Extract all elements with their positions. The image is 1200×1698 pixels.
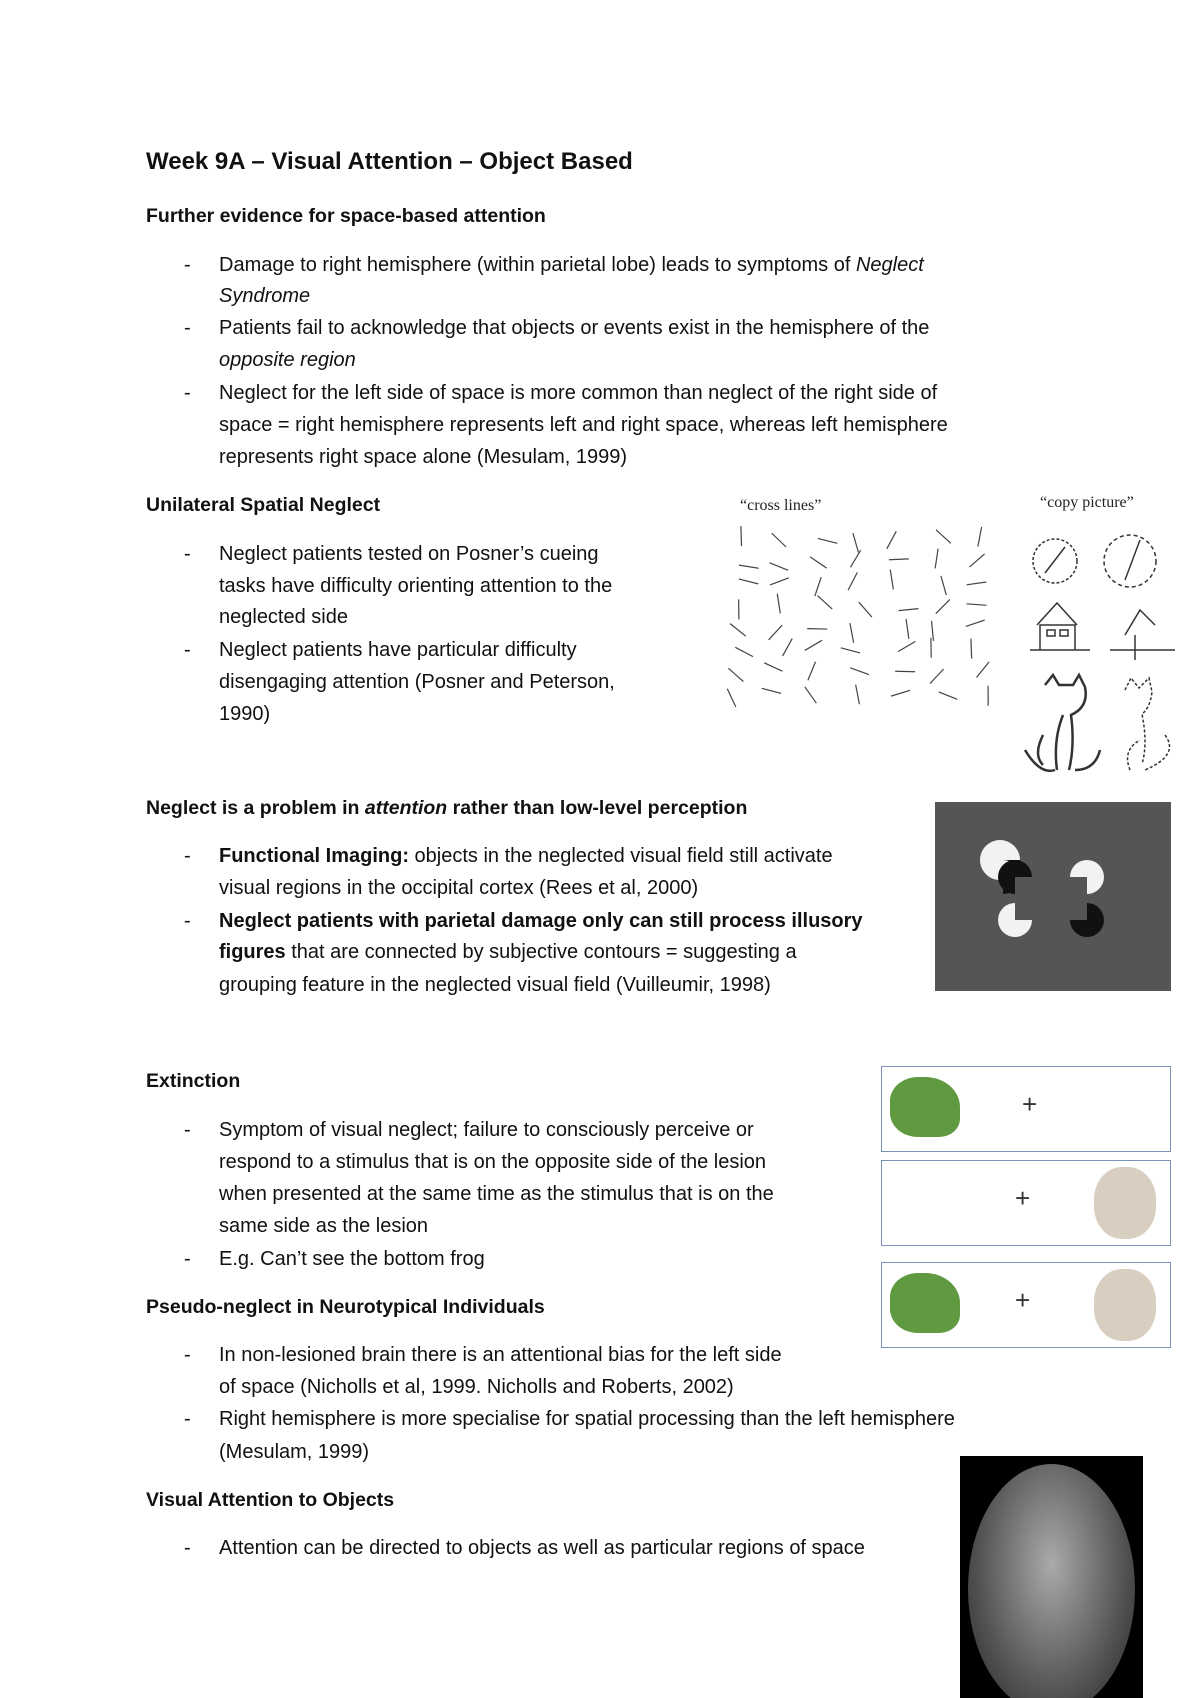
stimulus-line — [935, 549, 938, 569]
bullet-line — [219, 910, 863, 933]
bullet-line — [219, 382, 937, 405]
text-run: E.g. Can’t see the bottom frog — [219, 1248, 485, 1270]
text-run: 1990) — [219, 703, 271, 725]
text-run: Neglect patients have particular difficulty — [219, 639, 577, 661]
stimulus-line — [769, 625, 783, 640]
stimulus-panel-left — [881, 1066, 1171, 1152]
stimulus-line — [967, 582, 987, 585]
text-run: Neglect patients with parietal damage only can still process illusory — [219, 910, 863, 932]
stimulus-line — [762, 688, 781, 693]
stimulus-line — [815, 577, 821, 596]
text-run: of space (Nicholls et al, 1999. Nicholls and Roberts, 2002) — [219, 1376, 734, 1398]
stimulus-line — [967, 604, 987, 606]
stimulus-line — [899, 609, 919, 611]
stimulus-line — [730, 624, 746, 637]
bullet-line — [219, 1248, 485, 1271]
section-heading: Unilateral Spatial Neglect — [146, 494, 381, 516]
bullet-line — [219, 671, 615, 694]
hamster-image — [1094, 1269, 1156, 1341]
stimulus-line — [895, 671, 915, 672]
stimulus-line — [739, 565, 759, 568]
bullet-dash: - — [184, 254, 191, 276]
text-run: that are connected by subjective contours = suggesting a — [285, 941, 797, 963]
bullet-dash: - — [184, 845, 191, 867]
frog-image — [890, 1077, 960, 1137]
bullet-line — [219, 543, 599, 566]
bullet-line — [219, 1183, 774, 1206]
text-run: Right hemisphere is more specialise for spatial processing than the left hemisphere — [219, 1408, 955, 1430]
bullet-line — [219, 285, 310, 308]
stimulus-line — [818, 538, 837, 543]
bullet-line — [219, 446, 627, 469]
stimulus-line — [859, 602, 872, 617]
bullet-line — [219, 317, 929, 340]
stimulus-line — [936, 530, 951, 543]
stimulus-line — [890, 570, 893, 590]
stimulus-line — [936, 599, 950, 613]
fixation-cross: + — [1022, 1089, 1038, 1119]
stimulus-line — [764, 663, 782, 671]
bullet-line — [219, 575, 612, 598]
stimulus-line — [850, 623, 854, 643]
section-heading: Extinction — [146, 1070, 241, 1092]
stimulus-line — [978, 527, 982, 547]
bullet-line — [219, 1537, 865, 1560]
stimulus-line — [906, 619, 909, 639]
stimulus-line — [939, 692, 958, 699]
text-run: when presented at the same time as the stimulus that is on the — [219, 1183, 774, 1205]
bullet-line — [219, 606, 348, 629]
text-run: (Mesulam, 1999) — [219, 1441, 370, 1463]
bullet-line — [219, 1408, 955, 1431]
stimulus-line — [805, 687, 817, 703]
text-run: In non-lesioned brain there is an attentional bias for the left side — [219, 1344, 782, 1366]
stimulus-line — [850, 668, 869, 675]
text-run: Damage to right hemisphere (within parietal lobe) leads to symptoms of — [219, 254, 856, 276]
text-run: Symptom of visual neglect; failure to consciously perceive or — [219, 1119, 754, 1141]
bullet-dash: - — [184, 1408, 191, 1430]
bullet-line — [219, 845, 833, 868]
bullet-dash: - — [184, 317, 191, 339]
illusory-square-image — [935, 802, 1171, 991]
bullet-line — [219, 1344, 782, 1367]
text-run: Neglect — [855, 254, 924, 276]
stimulus-line — [856, 685, 860, 705]
text-run: Attention can be directed to objects as well as particular regions of space — [219, 1537, 865, 1559]
stimulus-line — [728, 668, 743, 681]
stimulus-line — [739, 579, 758, 584]
text-run: objects in the neglected visual field still activate — [409, 845, 833, 867]
section-heading — [146, 797, 747, 820]
stimulus-line — [805, 640, 822, 650]
bullet-line — [219, 1376, 734, 1399]
stimulus-line — [887, 531, 896, 549]
bullet-line — [219, 349, 356, 372]
text-run: Syndrome — [219, 285, 311, 307]
stimulus-panel-both — [881, 1262, 1171, 1348]
stimulus-line — [853, 533, 859, 552]
text-run: represents right space alone (Mesulam, 1999) — [219, 446, 627, 468]
text-run: rather than low-level perception — [447, 797, 748, 819]
text-run: Neglect is a problem in — [146, 797, 365, 819]
face-building-image — [960, 1456, 1143, 1698]
bullet-dash: - — [184, 1344, 191, 1366]
stimulus-line — [808, 662, 816, 681]
bullet-dash: - — [184, 382, 191, 404]
section-heading: Further evidence for space-based attention — [146, 205, 546, 227]
hamster-image — [1094, 1167, 1156, 1239]
bullet-dash: - — [184, 1537, 191, 1559]
stimulus-line — [941, 576, 946, 595]
stimulus-line — [735, 647, 753, 656]
page-title: Week 9A – Visual Attention – Object Based — [146, 148, 633, 175]
cross-lines-image — [720, 525, 990, 715]
stimulus-line — [850, 550, 860, 567]
cross-lines-caption: “cross lines” — [740, 497, 822, 514]
stimulus-line — [848, 572, 857, 590]
stimulus-line — [783, 639, 793, 657]
text-run: respond to a stimulus that is on the opposite side of the lesion — [219, 1151, 767, 1173]
bullet-dash: - — [184, 910, 191, 932]
bullet-line — [219, 877, 698, 900]
bullet-line — [219, 639, 577, 662]
text-run: same side as the lesion — [219, 1215, 429, 1237]
bullet-line — [219, 254, 924, 277]
stimulus-line — [841, 648, 860, 653]
text-run: Neglect for the left side of space is more common than neglect of the right side of — [219, 382, 938, 404]
stimulus-line — [810, 557, 827, 568]
stimulus-line — [976, 662, 989, 678]
stimulus-line — [741, 526, 742, 546]
section-heading: Visual Attention to Objects — [146, 1489, 395, 1511]
stimulus-line — [932, 621, 934, 641]
fixation-cross: + — [1015, 1183, 1031, 1213]
stimulus-line — [770, 578, 789, 585]
stimulus-line — [818, 596, 833, 610]
bullet-line — [219, 414, 948, 437]
stimulus-line — [772, 533, 786, 547]
stimulus-line — [969, 554, 984, 567]
text-run: neglected side — [219, 606, 348, 628]
stimulus-line — [971, 639, 972, 659]
frog-image — [890, 1273, 960, 1333]
text-run: attention — [364, 797, 448, 819]
stimulus-line — [930, 669, 944, 684]
stimulus-line — [889, 559, 909, 560]
copy-picture-image — [1015, 525, 1190, 775]
bullet-dash: - — [184, 1119, 191, 1141]
text-run: Functional Imaging: — [219, 845, 409, 867]
stimulus-line — [770, 563, 789, 570]
bullet-line — [219, 1441, 369, 1464]
text-run: Patients fail to acknowledge that objects or events exist in the hemisphere of the — [219, 317, 930, 339]
bullet-dash: - — [184, 543, 191, 565]
bullet-line — [219, 1119, 754, 1142]
stimulus-line — [966, 620, 985, 626]
text-run: opposite region — [219, 349, 356, 371]
text-run: tasks have difficulty orienting attention to the — [219, 575, 613, 597]
stimulus-panel-right — [881, 1160, 1171, 1246]
stimulus-line — [727, 689, 736, 707]
fixation-cross: + — [1015, 1285, 1031, 1315]
stimulus-line — [898, 641, 915, 651]
text-run: space = right hemisphere represents left and right space, whereas left hemisphere — [219, 414, 948, 436]
section-heading: Pseudo-neglect in Neurotypical Individuals — [146, 1296, 545, 1318]
text-run: figures — [219, 941, 286, 963]
bullet-dash: - — [184, 639, 191, 661]
text-run: Neglect patients tested on Posner’s cueing — [219, 543, 599, 565]
bullet-line — [219, 941, 797, 964]
text-run: visual regions in the occipital cortex (Rees et al, 2000) — [219, 877, 699, 899]
text-run: grouping feature in the neglected visual field (Vuilleumir, 1998) — [219, 974, 771, 996]
bullet-line — [219, 974, 771, 997]
stimulus-line — [777, 594, 780, 614]
stimulus-line — [891, 690, 910, 696]
text-run: disengaging attention (Posner and Peterson, — [219, 671, 615, 693]
bullet-line — [219, 1151, 766, 1174]
bullet-dash: - — [184, 1248, 191, 1270]
bullet-line — [219, 1215, 428, 1238]
copy-picture-caption: “copy picture” — [1040, 494, 1134, 511]
bullet-line — [219, 703, 270, 726]
